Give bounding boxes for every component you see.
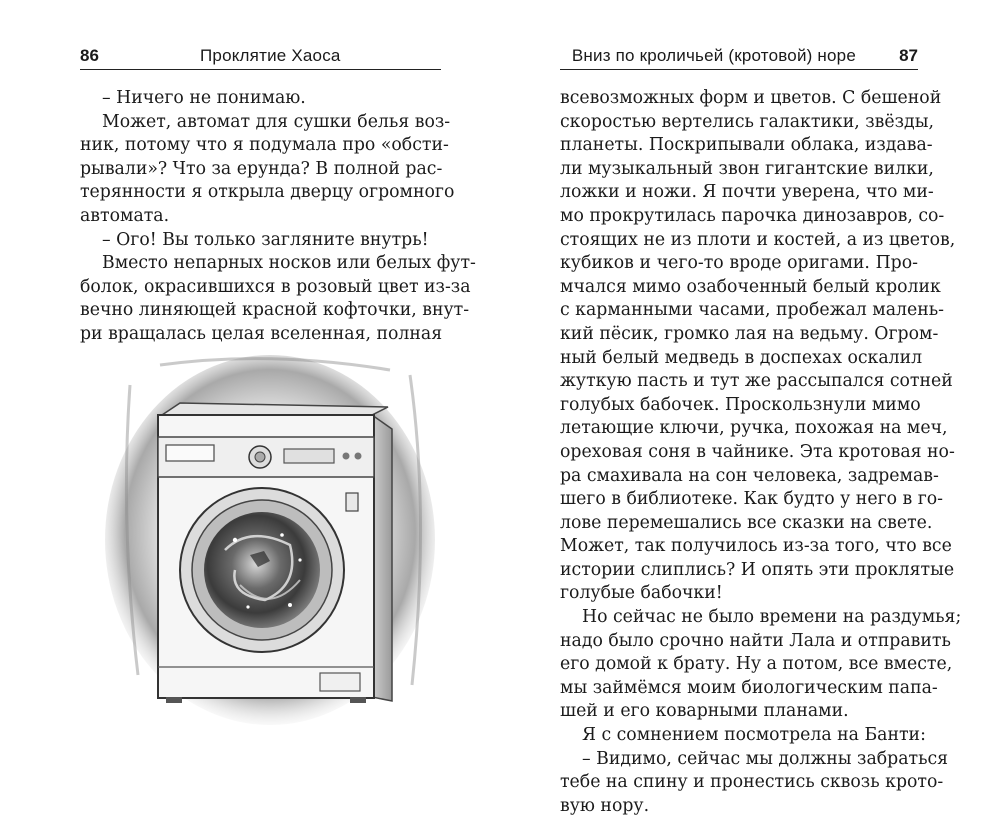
- text-line: ореховая соня в чайнике. Эта кротовая но-: [560, 441, 955, 462]
- text-line: вечно линяющей красной кофточки, внут-: [80, 300, 470, 321]
- text-line: надо было срочно найти Лала и отправить: [560, 630, 951, 651]
- text-line: – Ничего не понимаю.: [102, 88, 306, 108]
- left-page-text: [80, 87, 476, 347]
- page-number: 86: [80, 46, 99, 65]
- text-line: мо прокрутилась парочка динозавров, со-: [560, 205, 945, 226]
- text-line: вую нору.: [560, 795, 650, 816]
- text-line: Но сейчас не было времени на раздумья;: [582, 607, 962, 628]
- text-line: кий пёсик, громко лая на ведьму. Огром-: [560, 323, 939, 344]
- header-rule: [560, 69, 918, 70]
- text-line: планеты. Поскрипывали облака, издава-: [560, 135, 933, 156]
- text-line: ра смахивала на сон человека, задремав-: [560, 465, 939, 486]
- text-line: Может, автомат для сушки белья воз-: [102, 111, 451, 132]
- text-line: лове перемешались все сказки на свете.: [560, 512, 933, 533]
- washing-machine-illustration: [100, 345, 440, 725]
- text-line: Может, так получилось из-за того, что все: [560, 536, 952, 557]
- text-line: ный белый медведь в доспехах оскалил: [560, 347, 923, 368]
- text-line: шего в библиотеке. Как будто у него в го-: [560, 489, 944, 510]
- left-page-header: [80, 40, 441, 70]
- text-line: с карманными часами, пробежал малень-: [560, 300, 944, 321]
- text-line: летающие ключи, ручка, похожая на меч,: [560, 418, 948, 439]
- text-line: его домой к брату. Ну а потом, все вместе,: [560, 654, 953, 675]
- display-screen: [284, 449, 334, 463]
- header-rule: [80, 69, 441, 70]
- text-line: ник, потому что я подумала про «обсти-: [80, 135, 449, 156]
- service-hatch: [320, 673, 360, 691]
- left-page: [0, 0, 500, 794]
- running-title: Вниз по кроличьей (кротовой) норе: [571, 46, 856, 65]
- text-line: мчался мимо озабоченный белый кролик: [560, 276, 941, 297]
- text-line: Я с сомнением посмотрела на Банти:: [582, 725, 926, 746]
- text-line: терянности я открыла дверцу огромного: [80, 182, 455, 203]
- right-page-header: [560, 40, 918, 70]
- text-line: мы займёмся моим биологическим папа-: [560, 677, 938, 698]
- text-line: ложки и ножи. Я почти уверена, что ми-: [560, 182, 934, 203]
- text-line: Вместо непарных носков или белых фут-: [102, 253, 476, 274]
- text-line: – Ого! Вы только загляните внутрь!: [102, 229, 429, 250]
- text-line: стоящих не из плоти и костей, а из цветов,: [560, 229, 956, 250]
- text-line: болок, окрасившихся в розовый цвет из-за: [80, 276, 471, 297]
- text-line: ли музыкальный звон гигантские вилки,: [560, 158, 934, 179]
- text-line: истории слиплись? И опять эти проклятые: [560, 559, 955, 580]
- running-title: Проклятие Хаоса: [200, 46, 341, 65]
- page-number: 87: [899, 46, 918, 65]
- text-line: голубые бабочки!: [560, 583, 723, 604]
- text-line: жуткую пасть и тут же рассыпался сотней: [560, 371, 953, 392]
- text-line: скоростью вертелись галактики, звёзды,: [560, 111, 934, 132]
- right-page-text: [560, 87, 962, 818]
- text-line: шей и его коварными планами.: [560, 701, 849, 722]
- text-line: голубых бабочек. Проскользнули мимо: [560, 394, 921, 415]
- text-line: рывали»? Что за ерунда? В полной рас-: [80, 158, 443, 179]
- drum-universe: [204, 512, 320, 628]
- text-line: тебе на спину и пронестись сквозь крото-: [560, 772, 944, 793]
- text-line: автомата.: [80, 205, 170, 226]
- door-latch: [346, 493, 358, 511]
- text-line: ри вращалась целая вселенная, полная: [80, 323, 443, 344]
- text-line: всевозможных форм и цветов. С бешеной: [560, 88, 942, 108]
- right-page: [500, 0, 1000, 816]
- text-line: кубиков и чего-то вроде оригами. Про-: [560, 253, 918, 274]
- text-line: – Видимо, сейчас мы должны забраться: [582, 748, 949, 769]
- detergent-drawer: [166, 445, 214, 461]
